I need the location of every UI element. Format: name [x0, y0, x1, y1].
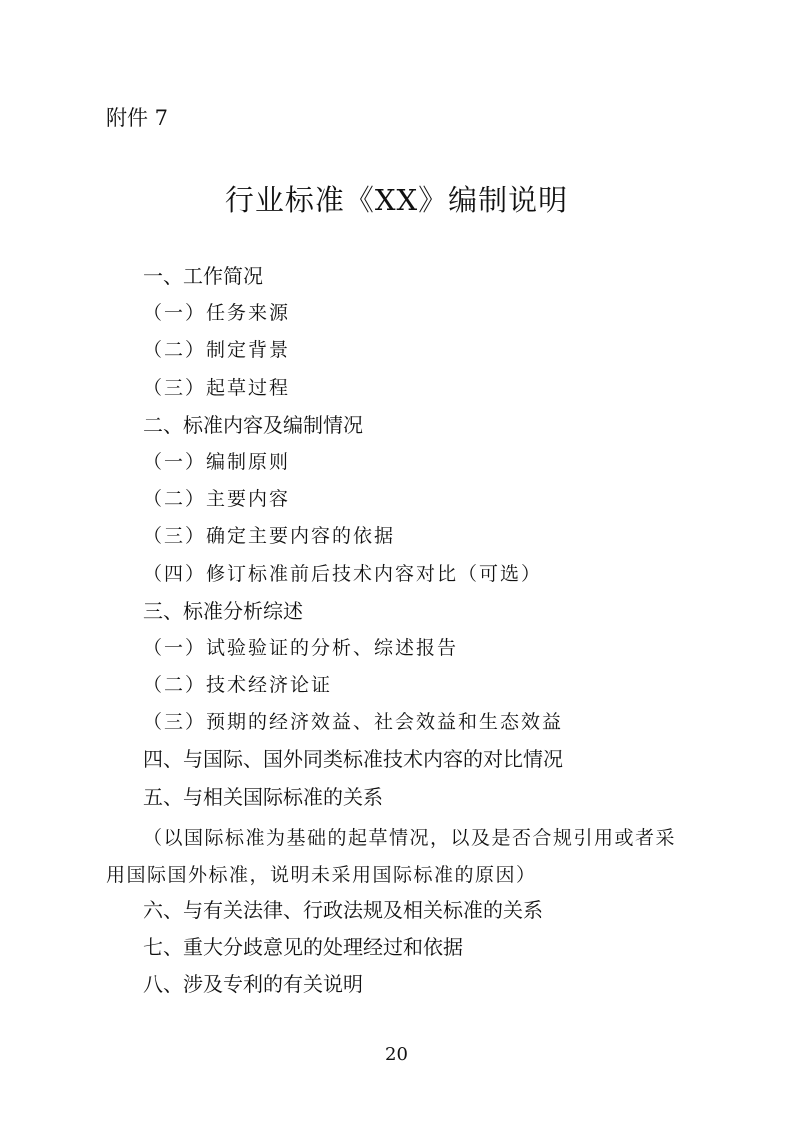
outline-subsection-heading: （三）确定主要内容的依据	[143, 525, 396, 548]
outline-list-continued	[143, 896, 723, 1008]
outline-section-heading: 二、标准内容及编制情况	[143, 412, 363, 437]
outline-subsection-heading: （二）主要内容	[143, 488, 291, 511]
outline-section-heading: 八、涉及专利的有关说明	[143, 972, 363, 997]
outline-section-heading: 七、重大分歧意见的处理经过和依据	[143, 935, 463, 960]
outline-section-heading: 五、与相关国际标准的关系	[143, 784, 383, 809]
outline-subsection-heading: （一）任务来源	[143, 302, 291, 325]
outline-section-heading: 六、与有关法律、行政法规及相关标准的关系	[143, 898, 543, 922]
outline-subsection-heading: （二）技术经济论证	[143, 674, 333, 697]
outline-list	[143, 262, 723, 820]
outline-subsection-heading: （一）编制原则	[143, 450, 291, 473]
document-title: 行业标准《XX》编制说明	[224, 183, 569, 217]
outline-subsection-heading: （二）制定背景	[143, 339, 291, 362]
outline-subsection-heading: （四）修订标准前后技术内容对比（可选）	[143, 562, 543, 585]
outline-note: （以国际标准为基础的起草情况，以及是否合规引用或者采用国际国外标准，说明未采用国际标准的原因）	[106, 827, 677, 886]
outline-subsection-heading: （三）预期的经济效益、社会效益和生态效益	[143, 711, 564, 734]
outline-section-heading: 三、标准分析综述	[143, 598, 303, 623]
outline-subsection-heading: （一）试验验证的分析、综述报告	[143, 636, 459, 659]
outline-section-heading: 一、工作简况	[143, 264, 263, 288]
page-number: 20	[385, 1044, 408, 1065]
attachment-label: 附件 7	[106, 106, 169, 130]
outline-subsection-heading: （三）起草过程	[143, 376, 291, 399]
outline-section-heading: 四、与国际、国外同类标准技术内容的对比情况	[143, 747, 563, 772]
